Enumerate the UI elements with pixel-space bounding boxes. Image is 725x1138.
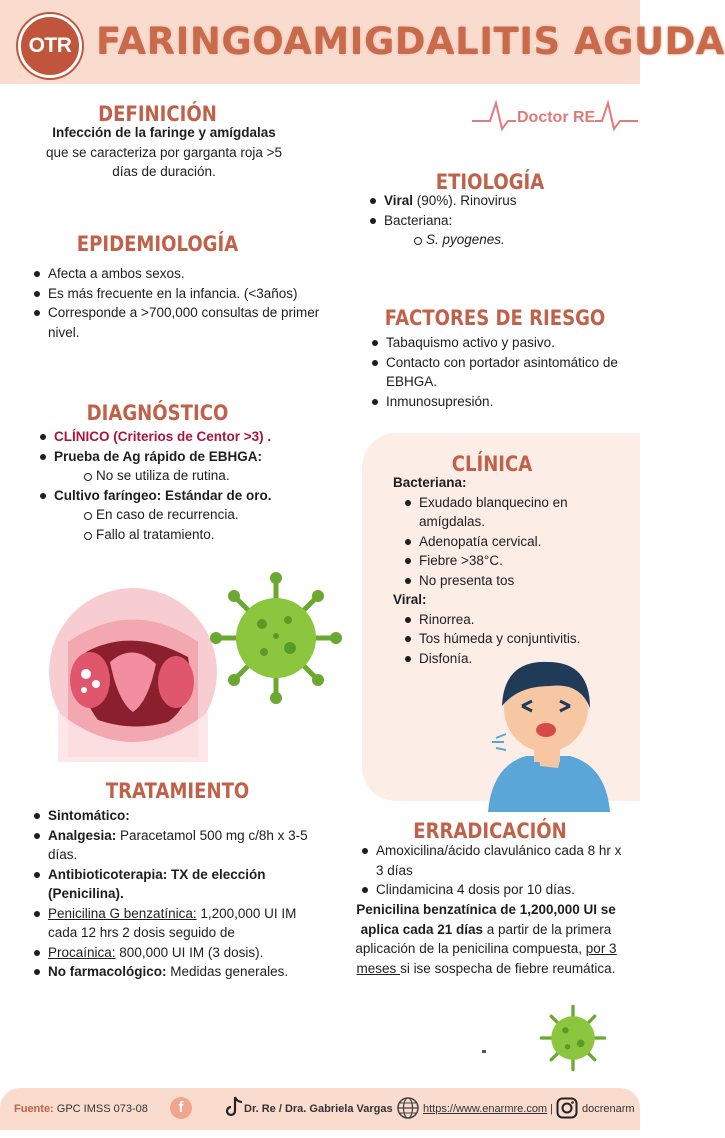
list-item: Es más frecuente en la infancia. (<3años) bbox=[30, 284, 330, 304]
list-item: Adenopatía cervical. bbox=[401, 532, 633, 552]
epidemiologia-list bbox=[30, 264, 330, 342]
virus-small-icon bbox=[533, 1002, 613, 1074]
list-item: Contacto con portador asintomático de EBHGA. bbox=[368, 353, 636, 392]
tiktok-icon[interactable] bbox=[224, 1095, 244, 1119]
erradicacion-heading: ERRADICACIÓN bbox=[413, 819, 567, 843]
clinica-list bbox=[393, 473, 633, 668]
clinica-heading: CLÍNICA bbox=[451, 452, 533, 476]
list-item: Corresponde a >700,000 consultas de primer nivel. bbox=[30, 303, 330, 342]
list-item: Amoxicilina/ácido clavulánico cada 8 hr x 3 días bbox=[358, 841, 630, 880]
list-item: Bacteriana: S. pyogenes. bbox=[366, 211, 636, 250]
globe-icon bbox=[396, 1096, 420, 1120]
epidemiologia-heading: EPIDEMIOLOGÍA bbox=[76, 232, 239, 256]
list-item: Penicilina G benzatínica: 1,200,000 UI IM cada 12 hrs 2 dosis seguido de bbox=[30, 904, 326, 943]
clinica-bacteriana-label: Bacteriana: bbox=[393, 475, 467, 490]
list-item: Prueba de Ag rápido de EBHGA: No se utiliza de rutina. bbox=[36, 447, 336, 486]
list-item: Sintomático: bbox=[30, 806, 326, 826]
list-item: S. pyogenes. bbox=[410, 230, 636, 250]
factores-heading: FACTORES DE RIESGO bbox=[384, 306, 606, 330]
list-item: Tabaquismo activo y pasivo. bbox=[368, 333, 636, 353]
etiologia-heading: ETIOLOGÍA bbox=[435, 170, 545, 194]
list-item: Procaínica: 800,000 UI IM (3 dosis). bbox=[30, 943, 326, 963]
instagram-handle: docrenarm bbox=[582, 1103, 635, 1115]
otr-logo: OTR bbox=[18, 14, 82, 78]
definicion-line-3: días de duración. bbox=[112, 164, 216, 179]
decorative-dot bbox=[482, 1050, 486, 1053]
doctor-re-label: Doctor RE bbox=[517, 109, 596, 126]
factores-list bbox=[368, 333, 636, 411]
list-item: Disfonía. bbox=[401, 649, 633, 669]
footer-source: Fuente: GPC IMSS 073-08 bbox=[14, 1103, 148, 1115]
list-item: Cultivo faríngeo: Estándar de oro. En caso de recurrencia. Fallo al tratamiento. bbox=[36, 486, 336, 545]
list-item: Fiebre >38°C. bbox=[401, 551, 633, 571]
facebook-icon[interactable]: f bbox=[170, 1097, 192, 1119]
footer-separator: | bbox=[550, 1103, 553, 1115]
list-item: CLÍNICO (Criterios de Centor >3) . bbox=[36, 427, 336, 447]
definicion-heading: DEFINICIÓN bbox=[98, 102, 217, 126]
list-item: Viral (90%). Rinovirus bbox=[366, 191, 636, 211]
footer-authors: Dr. Re / Dra. Gabriela Vargas bbox=[244, 1103, 393, 1115]
list-item: No presenta tos bbox=[401, 571, 633, 591]
tratamiento-list bbox=[30, 806, 326, 982]
list-item: Exudado blanquecino en amígdalas. bbox=[401, 493, 633, 532]
definicion-text bbox=[16, 123, 312, 182]
throat-illustration bbox=[48, 582, 218, 762]
list-item: En caso de recurrencia. bbox=[80, 505, 336, 525]
list-item: No farmacológico: Medidas generales. bbox=[30, 962, 326, 982]
list-item: Antibioticoterapia: TX de elección (Penicilina). bbox=[30, 865, 326, 904]
virus-icon bbox=[210, 572, 342, 704]
list-item: Clindamicina 4 dosis por 10 días. bbox=[358, 880, 630, 900]
list-item: Rinorrea. bbox=[401, 610, 633, 630]
list-item: No se utiliza de rutina. bbox=[80, 466, 336, 486]
erradicacion-list bbox=[358, 841, 630, 900]
diagnostico-list bbox=[36, 427, 336, 544]
list-item: Afecta a ambos sexos. bbox=[30, 264, 330, 284]
clinica-viral-label: Viral: bbox=[393, 592, 427, 607]
tratamiento-heading: TRATAMIENTO bbox=[105, 779, 250, 803]
page-title: FARINGOAMIGDALITIS AGUDA bbox=[96, 20, 725, 63]
website-link[interactable]: https://www.enarmre.com bbox=[423, 1103, 548, 1115]
etiologia-list bbox=[366, 191, 636, 250]
list-item: Analgesia: Paracetamol 500 mg c/8h x 3-5 días. bbox=[30, 826, 326, 865]
list-item: Inmunosupresión. bbox=[368, 392, 636, 412]
definicion-line-1: Infección de la faringe y amígdalas bbox=[52, 125, 276, 140]
list-item: Tos húmeda y conjuntivitis. bbox=[401, 629, 633, 649]
erradicacion-paragraph: Penicilina benzatínica de 1,200,000 UI se aplica cada 21 días a partir de la primera aplicación de la penicilina compuesta, por 3 meses si ise sospecha de fiebre reumática. bbox=[355, 902, 617, 976]
coughing-child-illustration bbox=[478, 656, 614, 812]
definicion-line-2: que se caracteriza por garganta roja >5 bbox=[45, 144, 283, 160]
list-item: Fallo al tratamiento. bbox=[80, 525, 336, 545]
instagram-icon[interactable] bbox=[556, 1097, 578, 1119]
diagnostico-heading: DIAGNÓSTICO bbox=[86, 401, 229, 425]
